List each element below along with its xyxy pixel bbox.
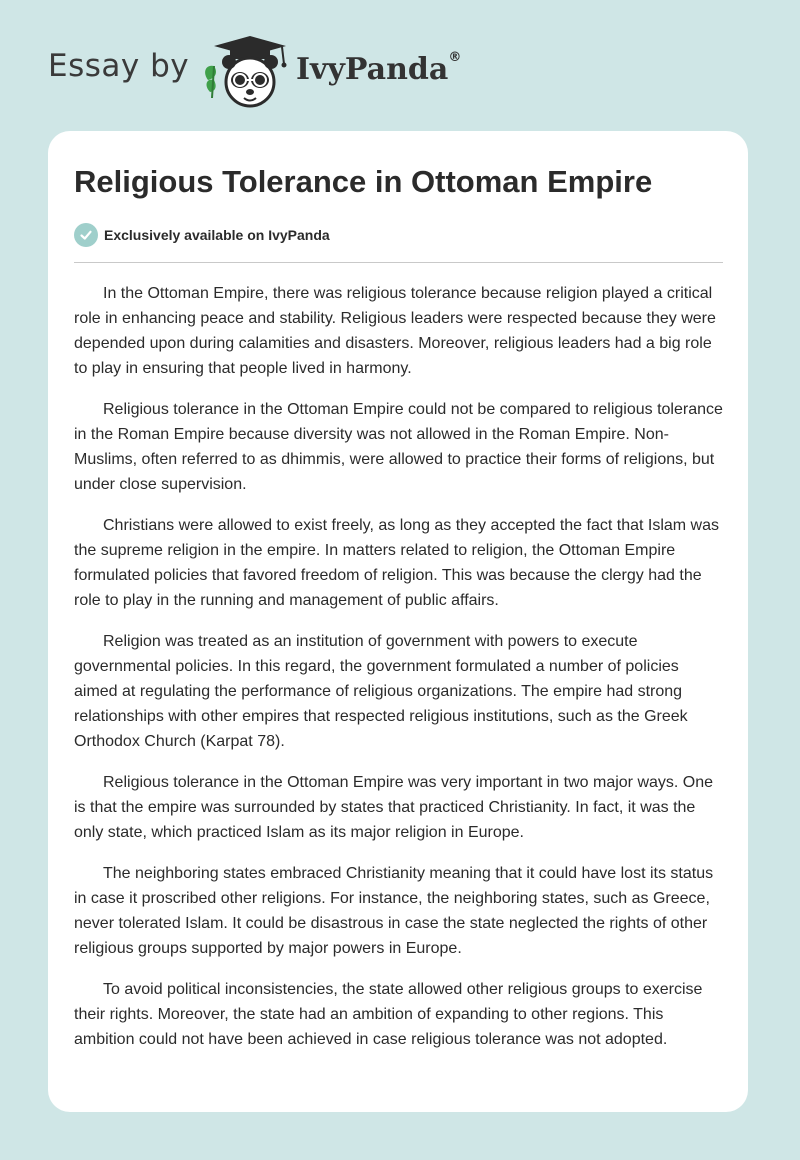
panda-graduate-icon[interactable] (200, 36, 292, 110)
essay-body (74, 281, 724, 1068)
paragraph: Christians were allowed to exist freely, as long as they accepted the fact that Islam was the supreme religion in the empire. In matters related to religion, the Ottoman Empire formulated policies that favored freedom of religion. This was because the clergy had the role to play in the running and management of public affairs. (74, 517, 719, 609)
paragraph: In the Ottoman Empire, there was religious tolerance because religion played a critical role in enhancing peace and stability. Religious leaders were respected because they were depended upon during calamities and disasters. Moreover, religious leaders had a big role to play in ensuring that people lived in harmony. (74, 285, 716, 377)
site-header (0, 0, 800, 130)
title-divider (74, 262, 723, 263)
paragraph: The neighboring states embraced Christianity meaning that it could have lost its status in case it proscribed other religions. For instance, the neighboring states, such as Greece, never tolerated Islam. It could be disastrous in case the state neglected the rights of other religious groups supported by major powers in Europe. (74, 865, 714, 957)
essay-by-label: Essay by (48, 48, 190, 84)
exclusive-label: Exclusively available on IvyPanda (104, 227, 330, 243)
essay-card (48, 131, 748, 1112)
exclusive-badge (74, 223, 330, 247)
essay-title: Religious Tolerance in Ottoman Empire (74, 164, 653, 199)
registered-mark: ® (448, 50, 462, 65)
paragraph: To avoid political inconsistencies, the state allowed other religious groups to exercise their rights. Moreover, the state had an ambition of expanding to other regions. This ambition could not have been achieved in case religious tolerance was not adopted. (74, 981, 703, 1048)
brand-wordmark[interactable] (296, 52, 461, 87)
paragraph: Religion was treated as an institution of government with powers to execute governmental policies. In this regard, the government formulated a number of policies aimed at regulating the performance of religious organizations. The empire had strong relationships with other empires that respected religious institutions, such as the Greek Orthodox Church (Karpat 78). (74, 633, 688, 750)
check-circle-icon (74, 223, 98, 247)
paragraph: Religious tolerance in the Ottoman Empire could not be compared to religious tolerance in the Roman Empire because diversity was not allowed in the Roman Empire. Non-Muslims, often referred to as dhimmis, were allowed to practice their forms of religions, but under close supervision. (74, 401, 723, 493)
brand-name: IvyPanda (296, 52, 449, 87)
paragraph: Religious tolerance in the Ottoman Empire was very important in two major ways. One is that the empire was surrounded by states that practiced Christianity. In fact, it was the only state, which practiced Islam as its major religion in Europe. (74, 774, 714, 841)
